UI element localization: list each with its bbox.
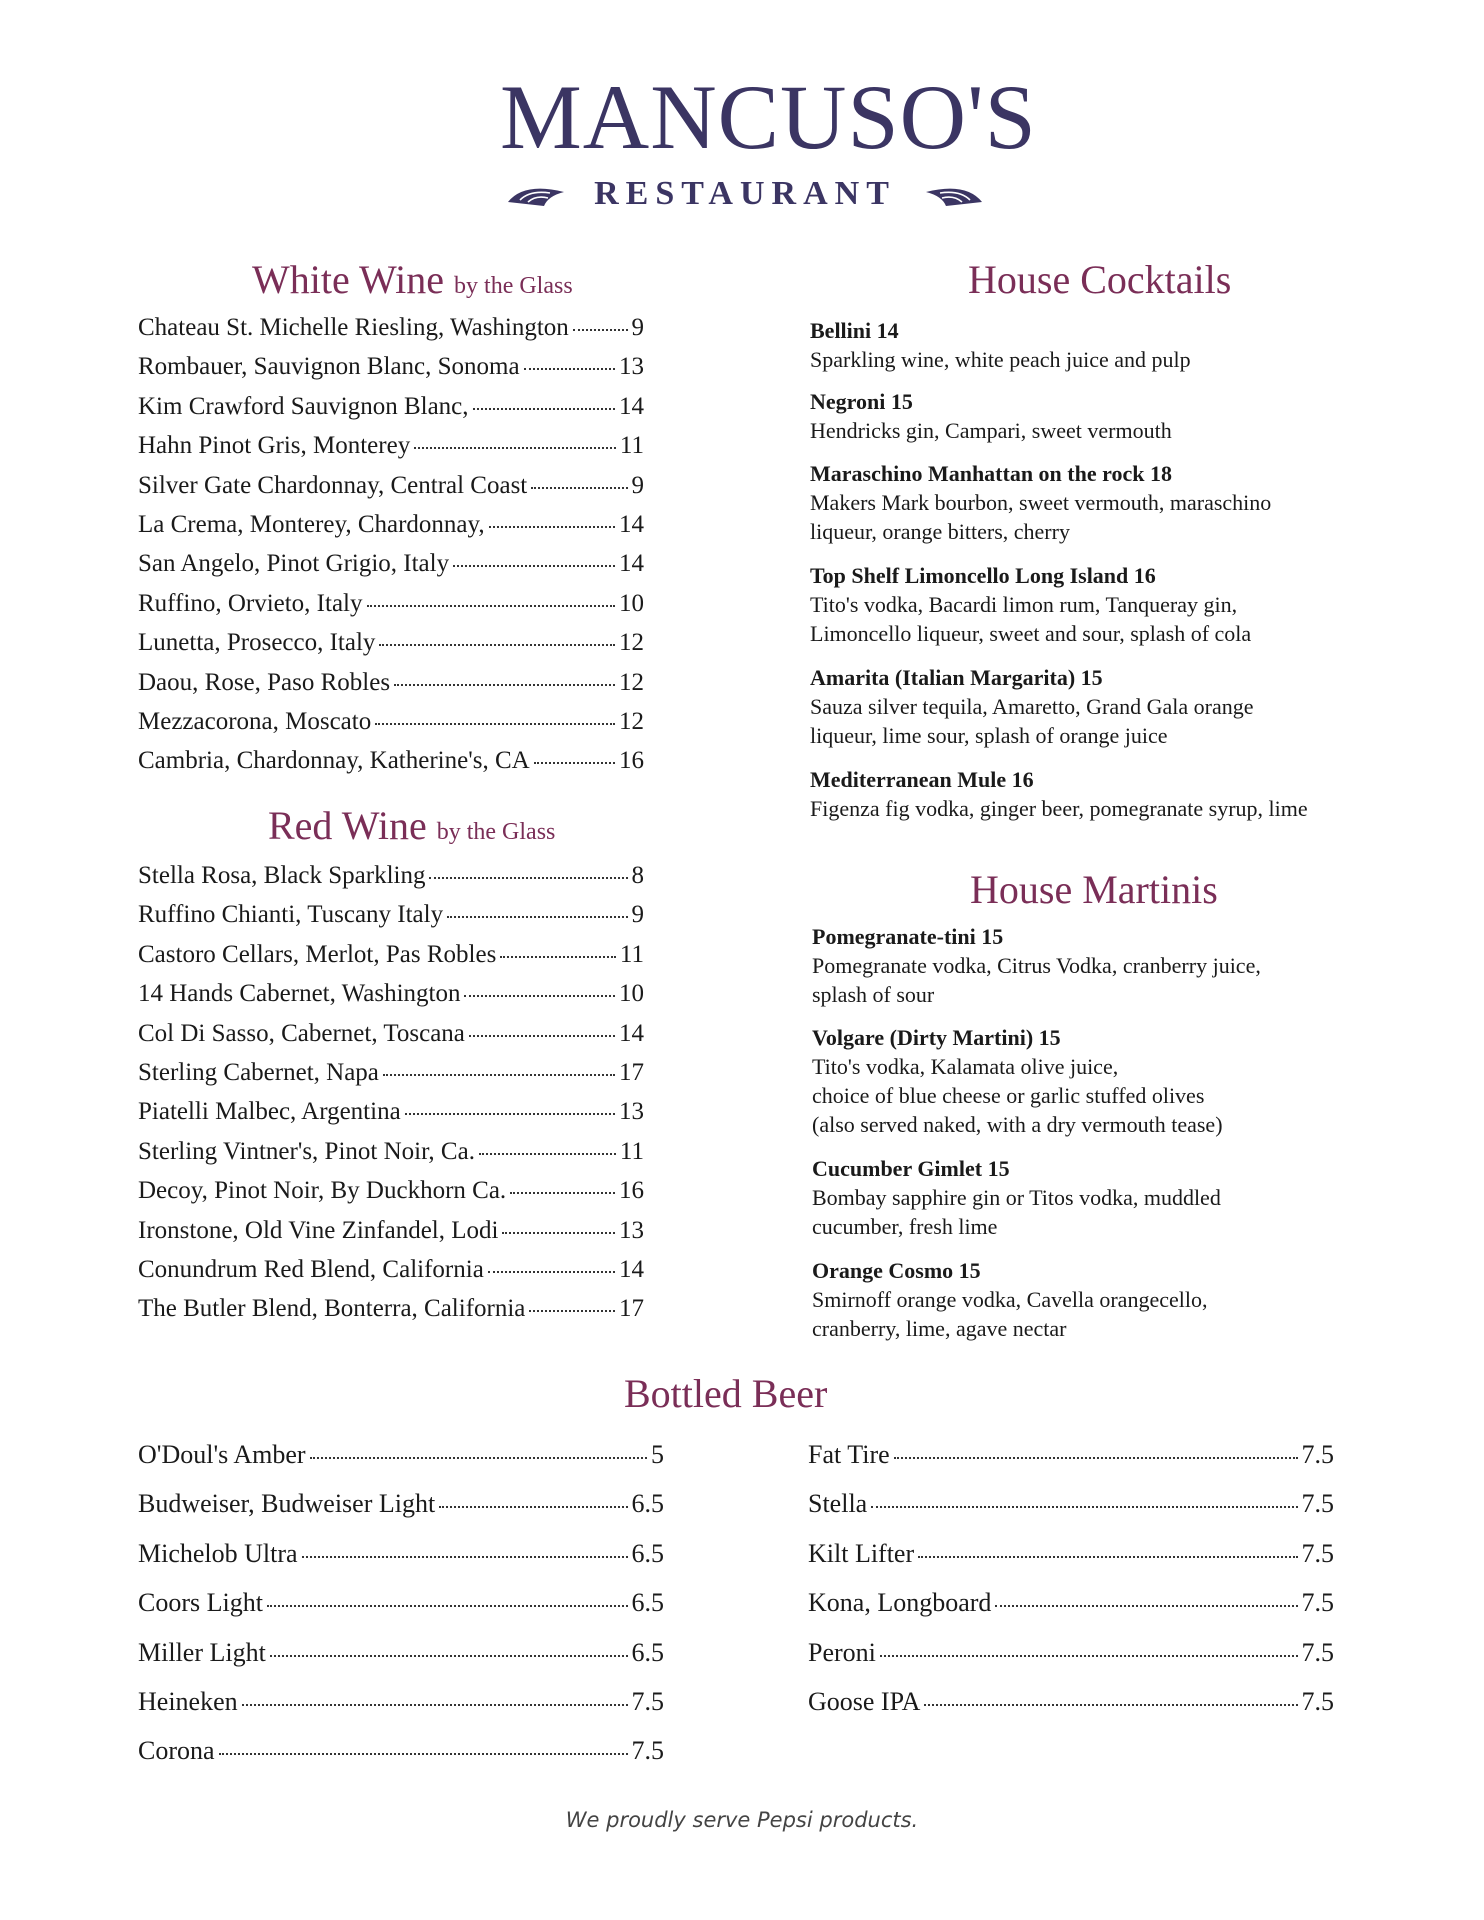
list-item: Peroni 7.5 xyxy=(808,1637,1334,1667)
list-item: Mezzacorona, Moscato 12 xyxy=(138,707,644,735)
restaurant-logo xyxy=(500,62,1037,212)
list-item: Fat Tire 7.5 xyxy=(808,1440,1334,1469)
list-item: The Butler Blend, Bonterra, California 17 xyxy=(138,1295,644,1323)
list-item: Kim Crawford Sauvignon Blanc, 14 xyxy=(138,392,644,420)
list-item: Kona, Longboard 7.5 xyxy=(808,1588,1334,1618)
list-item: Kilt Lifter 7.5 xyxy=(808,1538,1334,1568)
cocktail-item: Amarita (Italian Margarita) 15 Sauza silver tequila, Amaretto, Grand Gala orange liqueur, lime sour, splash of orange juice xyxy=(810,665,1254,748)
footer-note: We proudly serve Pepsi products. xyxy=(565,1808,919,1832)
list-item: O'Doul's Amber 5 xyxy=(138,1440,664,1469)
martini-item: Volgare (Dirty Martini) 15 Tito's vodka, Kalamata olive juice, choice of blue cheese or garlic stuffed olives (also served naked, with a dry vermouth tease) xyxy=(812,1025,1223,1137)
list-item: Silver Gate Chardonnay, Central Coast 9 xyxy=(138,471,644,499)
list-item: Piatelli Malbec, Argentina 13 xyxy=(138,1098,644,1126)
list-item: Miller Light 6.5 xyxy=(138,1637,664,1667)
beer-list-left xyxy=(138,1440,664,1786)
cocktail-item: Maraschino Manhattan on the rock 18 Makers Mark bourbon, sweet vermouth, maraschino liqueur, orange bitters, cherry xyxy=(810,461,1272,544)
red-wine-title: Red Wine xyxy=(268,803,427,848)
martini-item: Cucumber Gimlet 15 Bombay sapphire gin or Titos vodka, muddled cucumber, fresh lime xyxy=(812,1156,1221,1239)
cocktail-item: Mediterranean Mule 16 Figenza fig vodka, ginger beer, pomegranate syrup, lime xyxy=(810,767,1308,821)
red-wine-list xyxy=(138,862,644,1335)
white-wine-title: White Wine xyxy=(252,257,445,302)
list-item: Stella Rosa, Black Sparkling 8 xyxy=(138,862,644,889)
house-cocktails-title: House Cocktails xyxy=(968,257,1232,302)
martini-item: Pomegranate-tini 15 Pomegranate vodka, Citrus Vodka, cranberry juice, splash of sour xyxy=(812,924,1261,1007)
list-item: Rombauer, Sauvignon Blanc, Sonoma 13 xyxy=(138,353,644,381)
list-item: Stella 7.5 xyxy=(808,1489,1334,1519)
list-item: Goose IPA 7.5 xyxy=(808,1686,1334,1716)
list-item: Lunetta, Prosecco, Italy 12 xyxy=(138,629,644,657)
red-wine-subtitle: by the Glass xyxy=(436,819,556,845)
list-item: Corona 7.5 xyxy=(138,1736,664,1766)
list-item: Col Di Sasso, Cabernet, Toscana 14 xyxy=(138,1019,644,1047)
cocktail-item: Top Shelf Limoncello Long Island 16 Tito's vodka, Bacardi limon rum, Tanqueray gin, Limoncello liqueur, sweet and sour, splash of cola xyxy=(810,563,1252,646)
shell-ornament-icon xyxy=(922,180,986,208)
list-item: Michelob Ultra 6.5 xyxy=(138,1538,664,1568)
logo-subtitle: RESTAURANT xyxy=(594,175,896,212)
list-item: Sterling Cabernet, Napa 17 xyxy=(138,1058,644,1086)
list-item: Heineken 7.5 xyxy=(138,1686,664,1716)
list-item: Cambria, Chardonnay, Katherine's, CA 16 xyxy=(138,747,644,775)
martini-item: Orange Cosmo 15 Smirnoff orange vodka, Cavella orangecello, cranberry, lime, agave nectar xyxy=(812,1258,1208,1341)
cocktail-item: Negroni 15 Hendricks gin, Campari, sweet vermouth xyxy=(810,389,1172,443)
white-wine-heading xyxy=(252,256,573,310)
list-item: 14 Hands Cabernet, Washington 10 xyxy=(138,980,644,1008)
red-wine-heading xyxy=(268,802,555,856)
bottled-beer-title: Bottled Beer xyxy=(624,1371,828,1416)
list-item: Conundrum Red Blend, California 14 xyxy=(138,1255,644,1283)
list-item: Daou, Rose, Paso Robles 12 xyxy=(138,668,644,696)
list-item: Ironstone, Old Vine Zinfandel, Lodi 13 xyxy=(138,1216,644,1244)
list-item: La Crema, Monterey, Chardonnay, 14 xyxy=(138,510,644,538)
list-item: San Angelo, Pinot Grigio, Italy 14 xyxy=(138,550,644,578)
list-item: Chateau St. Michelle Riesling, Washington 9 xyxy=(138,314,644,341)
house-martinis-title: House Martinis xyxy=(970,867,1218,912)
list-item: Hahn Pinot Gris, Monterey 11 xyxy=(138,432,644,460)
white-wine-subtitle: by the Glass xyxy=(454,273,573,299)
list-item: Coors Light 6.5 xyxy=(138,1588,664,1618)
cocktail-item: Bellini 14 Sparkling wine, white peach juice and pulp xyxy=(810,318,1191,372)
list-item: Decoy, Pinot Noir, By Duckhorn Ca. 16 xyxy=(138,1177,644,1205)
list-item: Ruffino Chianti, Tuscany Italy 9 xyxy=(138,901,644,929)
logo-brand-name: MANCUSO'S xyxy=(500,66,1037,168)
list-item: Castoro Cellars, Merlot, Pas Robles 11 xyxy=(138,940,644,968)
beer-list-right xyxy=(808,1440,1334,1736)
white-wine-list xyxy=(138,314,644,787)
list-item: Ruffino, Orvieto, Italy 10 xyxy=(138,589,644,617)
list-item: Sterling Vintner's, Pinot Noir, Ca. 11 xyxy=(138,1137,644,1165)
list-item: Budweiser, Budweiser Light 6.5 xyxy=(138,1489,664,1519)
